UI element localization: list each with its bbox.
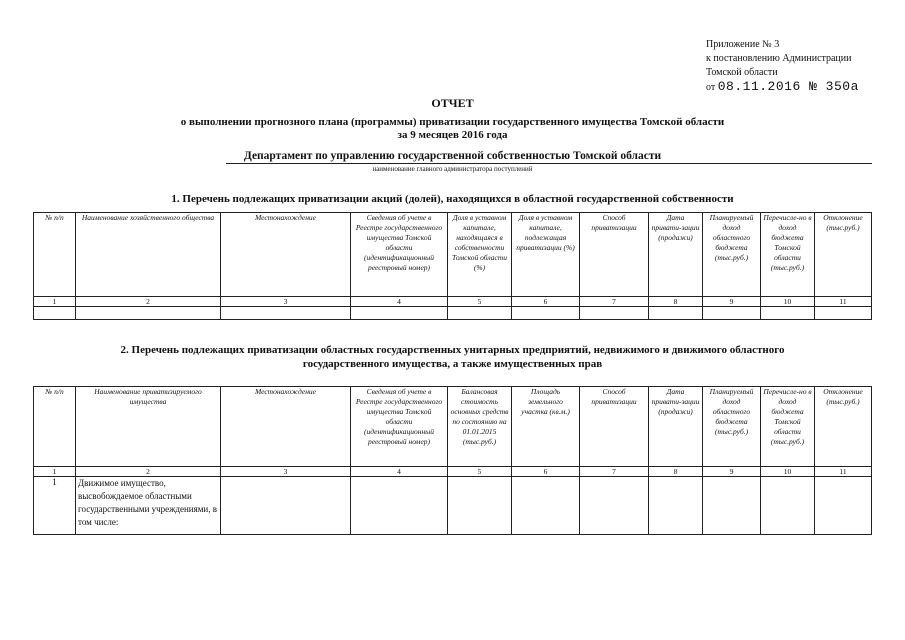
table-cell	[761, 307, 815, 320]
section2-header-row	[34, 387, 872, 467]
column-number: 1	[34, 467, 76, 477]
section2-heading-line2: государственного имущества, а также имущественных прав	[302, 358, 603, 370]
column-number: 6	[512, 297, 580, 307]
table-cell	[649, 307, 703, 320]
header-cell: Наименование хозяйственного общества	[76, 213, 221, 297]
section1-empty-row	[34, 307, 872, 320]
header-cell: Способ приватизации	[580, 387, 649, 467]
section1-header-row	[34, 213, 872, 297]
table-cell	[351, 477, 448, 535]
column-number: 5	[448, 297, 512, 307]
column-number: 9	[703, 467, 761, 477]
header-cell: Способ приватизации	[580, 213, 649, 297]
annex-date	[706, 80, 859, 95]
header-cell: Сведения об учете в Реестре государственного имущества Томской области (идентификационный реестровый номер)	[351, 213, 448, 297]
header-cell: Доля в уставном капитале, подлежащая приватизации (%)	[512, 213, 580, 297]
header-cell: № п/п	[34, 387, 76, 467]
department-underline	[226, 163, 872, 164]
column-number: 10	[761, 297, 815, 307]
header-cell: Местонахождение	[221, 213, 351, 297]
section1-table	[33, 212, 872, 320]
table-cell	[34, 307, 76, 320]
table-cell	[649, 477, 703, 535]
section1-number-row	[34, 297, 872, 307]
table-cell	[351, 307, 448, 320]
column-number: 7	[580, 467, 649, 477]
table-cell	[703, 477, 761, 535]
column-number: 2	[76, 467, 221, 477]
table-cell	[448, 307, 512, 320]
row-number: 1	[34, 477, 76, 535]
annex-date-prefix: от	[706, 82, 716, 93]
department-caption: наименование главного администратора поступлений	[372, 165, 533, 173]
header-cell: Перечисле-но в доход бюджета Томской области (тыс.руб.)	[761, 387, 815, 467]
table-cell	[703, 307, 761, 320]
department-name: Департамент по управлению государственной собственностью Томской области	[243, 150, 662, 162]
column-number: 2	[76, 297, 221, 307]
annex-block	[706, 38, 859, 95]
table-cell	[512, 307, 580, 320]
table-cell	[221, 477, 351, 535]
section2-heading-line1: 2. Перечень подлежащих приватизации областных государственных унитарных предприятий, недвижимого и движимого областного	[120, 344, 785, 356]
table-cell	[76, 307, 221, 320]
report-title: ОТЧЕТ	[431, 96, 474, 110]
annex-line-1: Приложение № 3	[706, 39, 780, 50]
annex-date-stamp: 08.11.2016 № 350а	[717, 79, 859, 94]
table-cell	[761, 477, 815, 535]
header-cell: Площадь земельного участка (кв.м.)	[512, 387, 580, 467]
header-cell: Планируемый доход областного бюджета (тыс.руб.)	[703, 387, 761, 467]
section2-number-row	[34, 467, 872, 477]
column-number: 6	[512, 467, 580, 477]
column-number: 9	[703, 297, 761, 307]
header-cell: Сведения об учете в Реестре государственного имущества Томской области (идентификационный реестровый номер)	[351, 387, 448, 467]
row-name: Движимое имущество, высвобождаемое областными государственными учреждениями, в том числе:	[76, 477, 221, 535]
header-cell: Дата привати-зации (продажи)	[649, 213, 703, 297]
column-number: 10	[761, 467, 815, 477]
header-cell: Планируемый доход областного бюджета (тыс.руб.)	[703, 213, 761, 297]
section2-table	[33, 386, 872, 535]
header-cell: Доля в уставном капитале, находящаяся в собственности Томской области (%)	[448, 213, 512, 297]
table-cell	[580, 307, 649, 320]
header-cell: Отклонение (тыс.руб.)	[815, 213, 872, 297]
column-number: 3	[221, 467, 351, 477]
table-cell	[815, 477, 872, 535]
section1-heading: 1. Перечень подлежащих приватизации акций (долей), находящихся в областной государственной собственности	[171, 193, 734, 205]
header-cell: Балансовая стоимость основных средств по состоянию на 01.01.2015 (тыс.руб.)	[448, 387, 512, 467]
column-number: 4	[351, 297, 448, 307]
annex-line-3: Томской области	[706, 67, 778, 78]
table-cell	[512, 477, 580, 535]
report-subtitle: о выполнении прогнозного плана (программы) приватизации государственного имущества Томской области	[180, 116, 725, 128]
column-number: 3	[221, 297, 351, 307]
table-cell	[221, 307, 351, 320]
column-number: 11	[815, 297, 872, 307]
header-cell: Наименование приватизируемого имущества	[76, 387, 221, 467]
header-cell: Дата привати-зации (продажи)	[649, 387, 703, 467]
column-number: 11	[815, 467, 872, 477]
column-number: 1	[34, 297, 76, 307]
header-cell: № п/п	[34, 213, 76, 297]
column-number: 4	[351, 467, 448, 477]
column-number: 8	[649, 467, 703, 477]
header-cell: Отклонение (тыс.руб.)	[815, 387, 872, 467]
column-number: 7	[580, 297, 649, 307]
annex-line-2: к постановлению Администрации	[706, 53, 852, 64]
table-cell	[815, 307, 872, 320]
table-row	[34, 477, 872, 535]
column-number: 8	[649, 297, 703, 307]
report-period: за 9 месяцев 2016 года	[397, 129, 508, 141]
header-cell: Местонахождение	[221, 387, 351, 467]
table-cell	[580, 477, 649, 535]
column-number: 5	[448, 467, 512, 477]
header-cell: Перечисле-но в доход бюджета Томской области (тыс.руб.)	[761, 213, 815, 297]
table-cell	[448, 477, 512, 535]
